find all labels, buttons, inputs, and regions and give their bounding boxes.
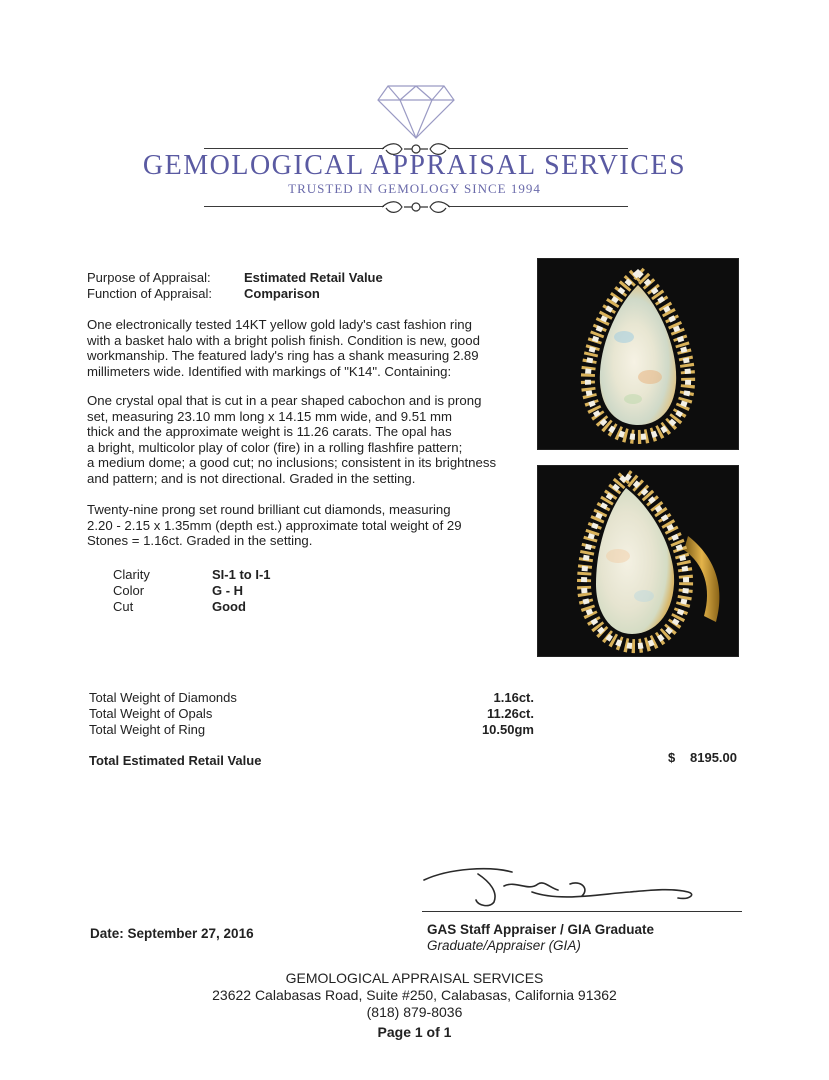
appraisal-date: Date: September 27, 2016 [90,926,254,941]
diamond-logo-icon [376,80,456,142]
appraiser-title: GAS Staff Appraiser / GIA Graduate [427,922,655,937]
color-label: Color [113,583,145,598]
company-tagline: TRUSTED IN GEMOLOGY SINCE 1994 [288,181,541,196]
purpose-label: Purpose of Appraisal: [87,270,211,285]
cut-value: Good [212,599,246,614]
description-line: thick and the approximate weight is 11.26 carats. The opal has [87,424,452,439]
opal-ring-side-image [538,466,738,656]
color-value: G - H [212,583,244,598]
page-number: Page 1 of 1 [377,1024,452,1040]
clarity-label: Clarity [113,567,150,582]
opal-ring-top-image [538,259,738,449]
signature-line [422,911,742,912]
footer-address: 23622 Calabasas Road, Suite #250, Calabasas, California 91362 [212,987,617,1003]
total-ring-value: 10.50gm [481,722,534,737]
description-line: Twenty-nine prong set round brilliant cut diamonds, measuring [87,502,451,517]
purpose-value: Estimated Retail Value [244,270,383,285]
retail-value-amount: 8195.00 [690,750,737,765]
description-line: a bright, multicolor play of color (fire) in a rolling flashfire pattern; [87,439,463,455]
diamond-description [87,502,517,549]
ring-description [87,317,517,379]
description-line: set, measuring 23.10 mm long x 14.15 mm wide, and 9.51 mm [87,408,453,424]
footer-phone: (818) 879-8036 [366,1004,463,1020]
total-ring-label: Total Weight of Ring [89,722,206,737]
total-diamonds-label: Total Weight of Diamonds [89,690,237,705]
footer-company: GEMOLOGICAL APPRAISAL SERVICES [285,970,544,986]
appraiser-subtitle: Graduate/Appraiser (GIA) [427,938,581,953]
function-value: Comparison [244,286,320,301]
description-line: Stones = 1.16ct. Graded in the setting. [87,533,313,548]
description-line: One electronically tested 14KT yellow gold lady's cast fashion ring [87,317,472,332]
ring-top-photo [537,258,739,450]
total-opals-value: 11.26ct. [487,706,534,721]
function-label: Function of Appraisal: [87,286,213,301]
company-brand: GEMOLOGICAL APPRAISAL SERVICES [142,150,687,181]
description-line: and pattern; and is not directional. Graded in the setting. [87,470,416,486]
description-line: with a basket halo with a bright polish finish. Condition is new, good [87,332,480,348]
ring-side-photo [537,465,739,657]
total-diamonds-value: 1.16ct. [493,690,534,705]
clarity-value: SI-1 to I-1 [212,567,271,582]
total-opals-label: Total Weight of Opals [89,706,213,721]
description-line: One crystal opal that is cut in a pear shaped cabochon and is prong [87,393,482,408]
description-line: millimeters wide. Identified with markings of "K14". Containing: [87,363,452,379]
bottom-ornament [204,197,628,217]
appraiser-signature [420,862,710,912]
handwritten-signature-icon [420,862,710,912]
opal-description [87,393,517,486]
description-line: workmanship. The featured lady's ring has a shank measuring 2.89 [87,348,479,363]
cut-label: Cut [113,599,134,614]
description-line: 2.20 - 2.15 x 1.35mm (depth est.) approximate total weight of 29 [87,517,462,533]
currency-symbol: $ [668,750,676,765]
description-line: a medium dome; a good cut; no inclusions; consistent in its brightness [87,455,497,470]
scroll-ornament-icon [380,198,452,216]
retail-value-label: Total Estimated Retail Value [89,753,262,768]
